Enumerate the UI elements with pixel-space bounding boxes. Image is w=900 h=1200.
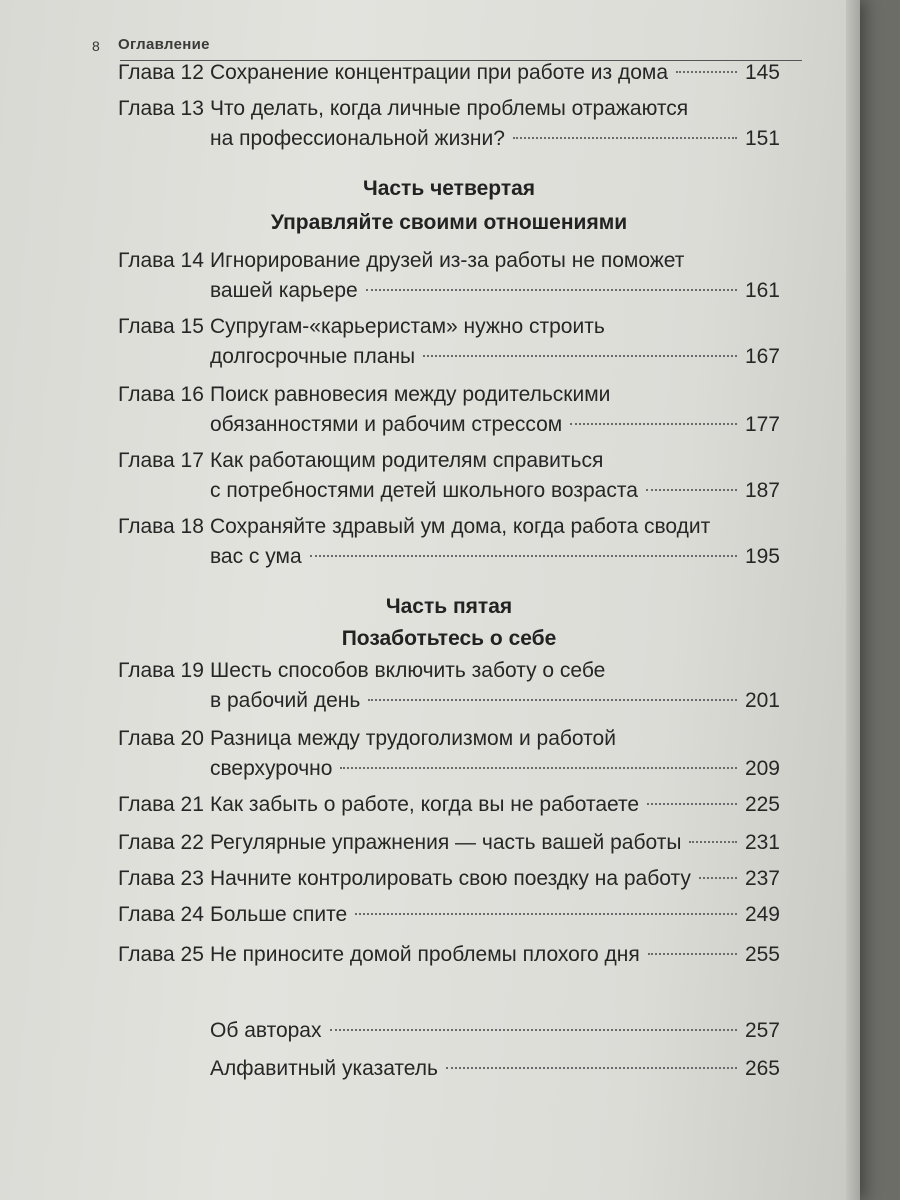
dot-leader: [423, 355, 737, 357]
page-ref: 257: [744, 1019, 780, 1042]
title-line: [210, 58, 780, 88]
title-line: [210, 1016, 780, 1046]
title-text: Игнорирование друзей из-за работы не поможет: [210, 249, 685, 272]
chapter-label: Глава 23: [118, 867, 204, 890]
page-ref: 161: [744, 279, 780, 302]
page-ref: 231: [744, 831, 780, 854]
dot-leader: [340, 767, 737, 769]
page-ref: 145: [744, 61, 780, 84]
title-text: Об авторах: [210, 1019, 322, 1042]
chapter-title: [210, 900, 780, 930]
chapter-label: Глава 21: [118, 793, 204, 816]
dot-leader: [699, 877, 737, 879]
title-text: вас с ума: [210, 545, 302, 568]
chapter-title: [210, 828, 780, 858]
page-ref: 265: [744, 1057, 780, 1080]
chapter-label: Глава 25: [118, 943, 204, 966]
title-text: Что делать, когда личные проблемы отражаются: [210, 97, 689, 120]
dot-leader: [570, 423, 737, 425]
title-text: сверхурочно: [210, 757, 333, 780]
title-line: [210, 542, 780, 572]
page-ref: 225: [744, 793, 780, 816]
part-label: Часть четвертая: [362, 177, 536, 200]
title-text: Начните контролировать свою поездку на работу: [210, 867, 691, 890]
page-ref: 187: [744, 479, 780, 502]
title-text: Не приносите домой проблемы плохого дня: [210, 943, 640, 966]
title-text: на профессиональной жизни?: [210, 127, 505, 150]
chapter-title: [210, 446, 780, 506]
title-line: [210, 410, 780, 440]
dot-leader: [366, 289, 737, 291]
chapter-label: Глава 14: [118, 249, 204, 272]
title-line: [210, 312, 780, 342]
dot-leader: [689, 841, 737, 843]
chapter-title: [210, 864, 780, 894]
title-line: [210, 94, 780, 124]
title-line: [210, 940, 780, 970]
page-ref: 151: [744, 127, 780, 150]
title-line: [210, 656, 780, 686]
chapter-title: [210, 656, 780, 716]
page-ref: 255: [744, 943, 780, 966]
chapter-title: [210, 58, 780, 88]
title-text: Регулярные упражнения — часть вашей работы: [210, 831, 682, 854]
title-text: Больше спите: [210, 903, 348, 926]
title-line: [210, 476, 780, 506]
chapter-label: Глава 16: [118, 383, 204, 406]
title-line: [210, 446, 780, 476]
title-line: [210, 246, 780, 276]
title-line: [210, 512, 780, 542]
page-ref: 209: [744, 757, 780, 780]
chapter-label: Глава 12: [118, 61, 204, 84]
chapter-label: Глава 19: [118, 659, 204, 682]
dot-leader: [646, 489, 737, 491]
dot-leader: [676, 71, 737, 73]
page-ref: 195: [744, 545, 780, 568]
title-line: [210, 380, 780, 410]
title-line: [210, 790, 780, 820]
title-text: Алфавитный указатель: [210, 1057, 438, 1080]
title-text: вашей карьере: [210, 279, 358, 302]
chapter-title: [210, 1054, 780, 1084]
title-text: обязанностями и рабочим стрессом: [210, 413, 563, 436]
chapter-title: [210, 790, 780, 820]
title-text: Разница между трудоголизмом и работой: [210, 727, 616, 750]
chapter-title: [210, 1016, 780, 1046]
chapter-label: Глава 22: [118, 831, 204, 854]
dot-leader: [446, 1067, 737, 1069]
part-label: Часть пятая: [385, 595, 513, 618]
chapter-label: Глава 20: [118, 727, 204, 750]
page-ref: 237: [744, 867, 780, 890]
chapter-title: [210, 94, 780, 154]
part-title: Управляйте своими отношениями: [270, 211, 628, 234]
page-number: 8: [92, 38, 100, 54]
dot-leader: [310, 555, 737, 557]
part-title: Позаботьтесь о себе: [341, 627, 557, 650]
title-line: [210, 828, 780, 858]
chapter-label: Глава 13: [118, 97, 204, 120]
title-line: [210, 124, 780, 154]
chapter-title: [210, 312, 780, 372]
title-text: долгосрочные планы: [210, 345, 416, 368]
chapter-title: [210, 246, 780, 306]
title-line: [210, 1054, 780, 1084]
dot-leader: [330, 1029, 737, 1031]
chapter-label: Глава 15: [118, 315, 204, 338]
dot-leader: [355, 913, 737, 915]
page-ref: 167: [744, 345, 780, 368]
chapter-title: [210, 512, 780, 572]
title-text: Как работающим родителям справиться: [210, 449, 604, 472]
chapter-label: Глава 24: [118, 903, 204, 926]
page-ref: 201: [744, 689, 780, 712]
title-text: Сохранение концентрации при работе из дома: [210, 61, 669, 84]
title-line: [210, 342, 780, 372]
title-line: [210, 864, 780, 894]
running-title: Оглавление: [118, 36, 210, 53]
title-text: Сохраняйте здравый ум дома, когда работа сводит: [210, 515, 711, 538]
title-text: Как забыть о работе, когда вы не работаете: [210, 793, 640, 816]
page-ref: 177: [744, 413, 780, 436]
title-text: с потребностями детей школьного возраста: [210, 479, 638, 502]
title-text: Поиск равновесия между родительскими: [210, 383, 611, 406]
chapter-title: [210, 380, 780, 440]
title-text: Супругам-«карьеристам» нужно строить: [210, 315, 605, 338]
chapter-label: Глава 17: [118, 449, 204, 472]
title-text: в рабочий день: [210, 689, 361, 712]
chapter-title: [210, 724, 780, 784]
chapter-label: Глава 18: [118, 515, 204, 538]
title-line: [210, 686, 780, 716]
dot-leader: [648, 953, 737, 955]
title-line: [210, 754, 780, 784]
title-line: [210, 724, 780, 754]
title-line: [210, 276, 780, 306]
dot-leader: [513, 137, 737, 139]
chapter-title: [210, 940, 780, 970]
page-ref: 249: [744, 903, 780, 926]
dot-leader: [647, 803, 737, 805]
dot-leader: [368, 699, 737, 701]
title-text: Шесть способов включить заботу о себе: [210, 659, 606, 682]
title-line: [210, 900, 780, 930]
